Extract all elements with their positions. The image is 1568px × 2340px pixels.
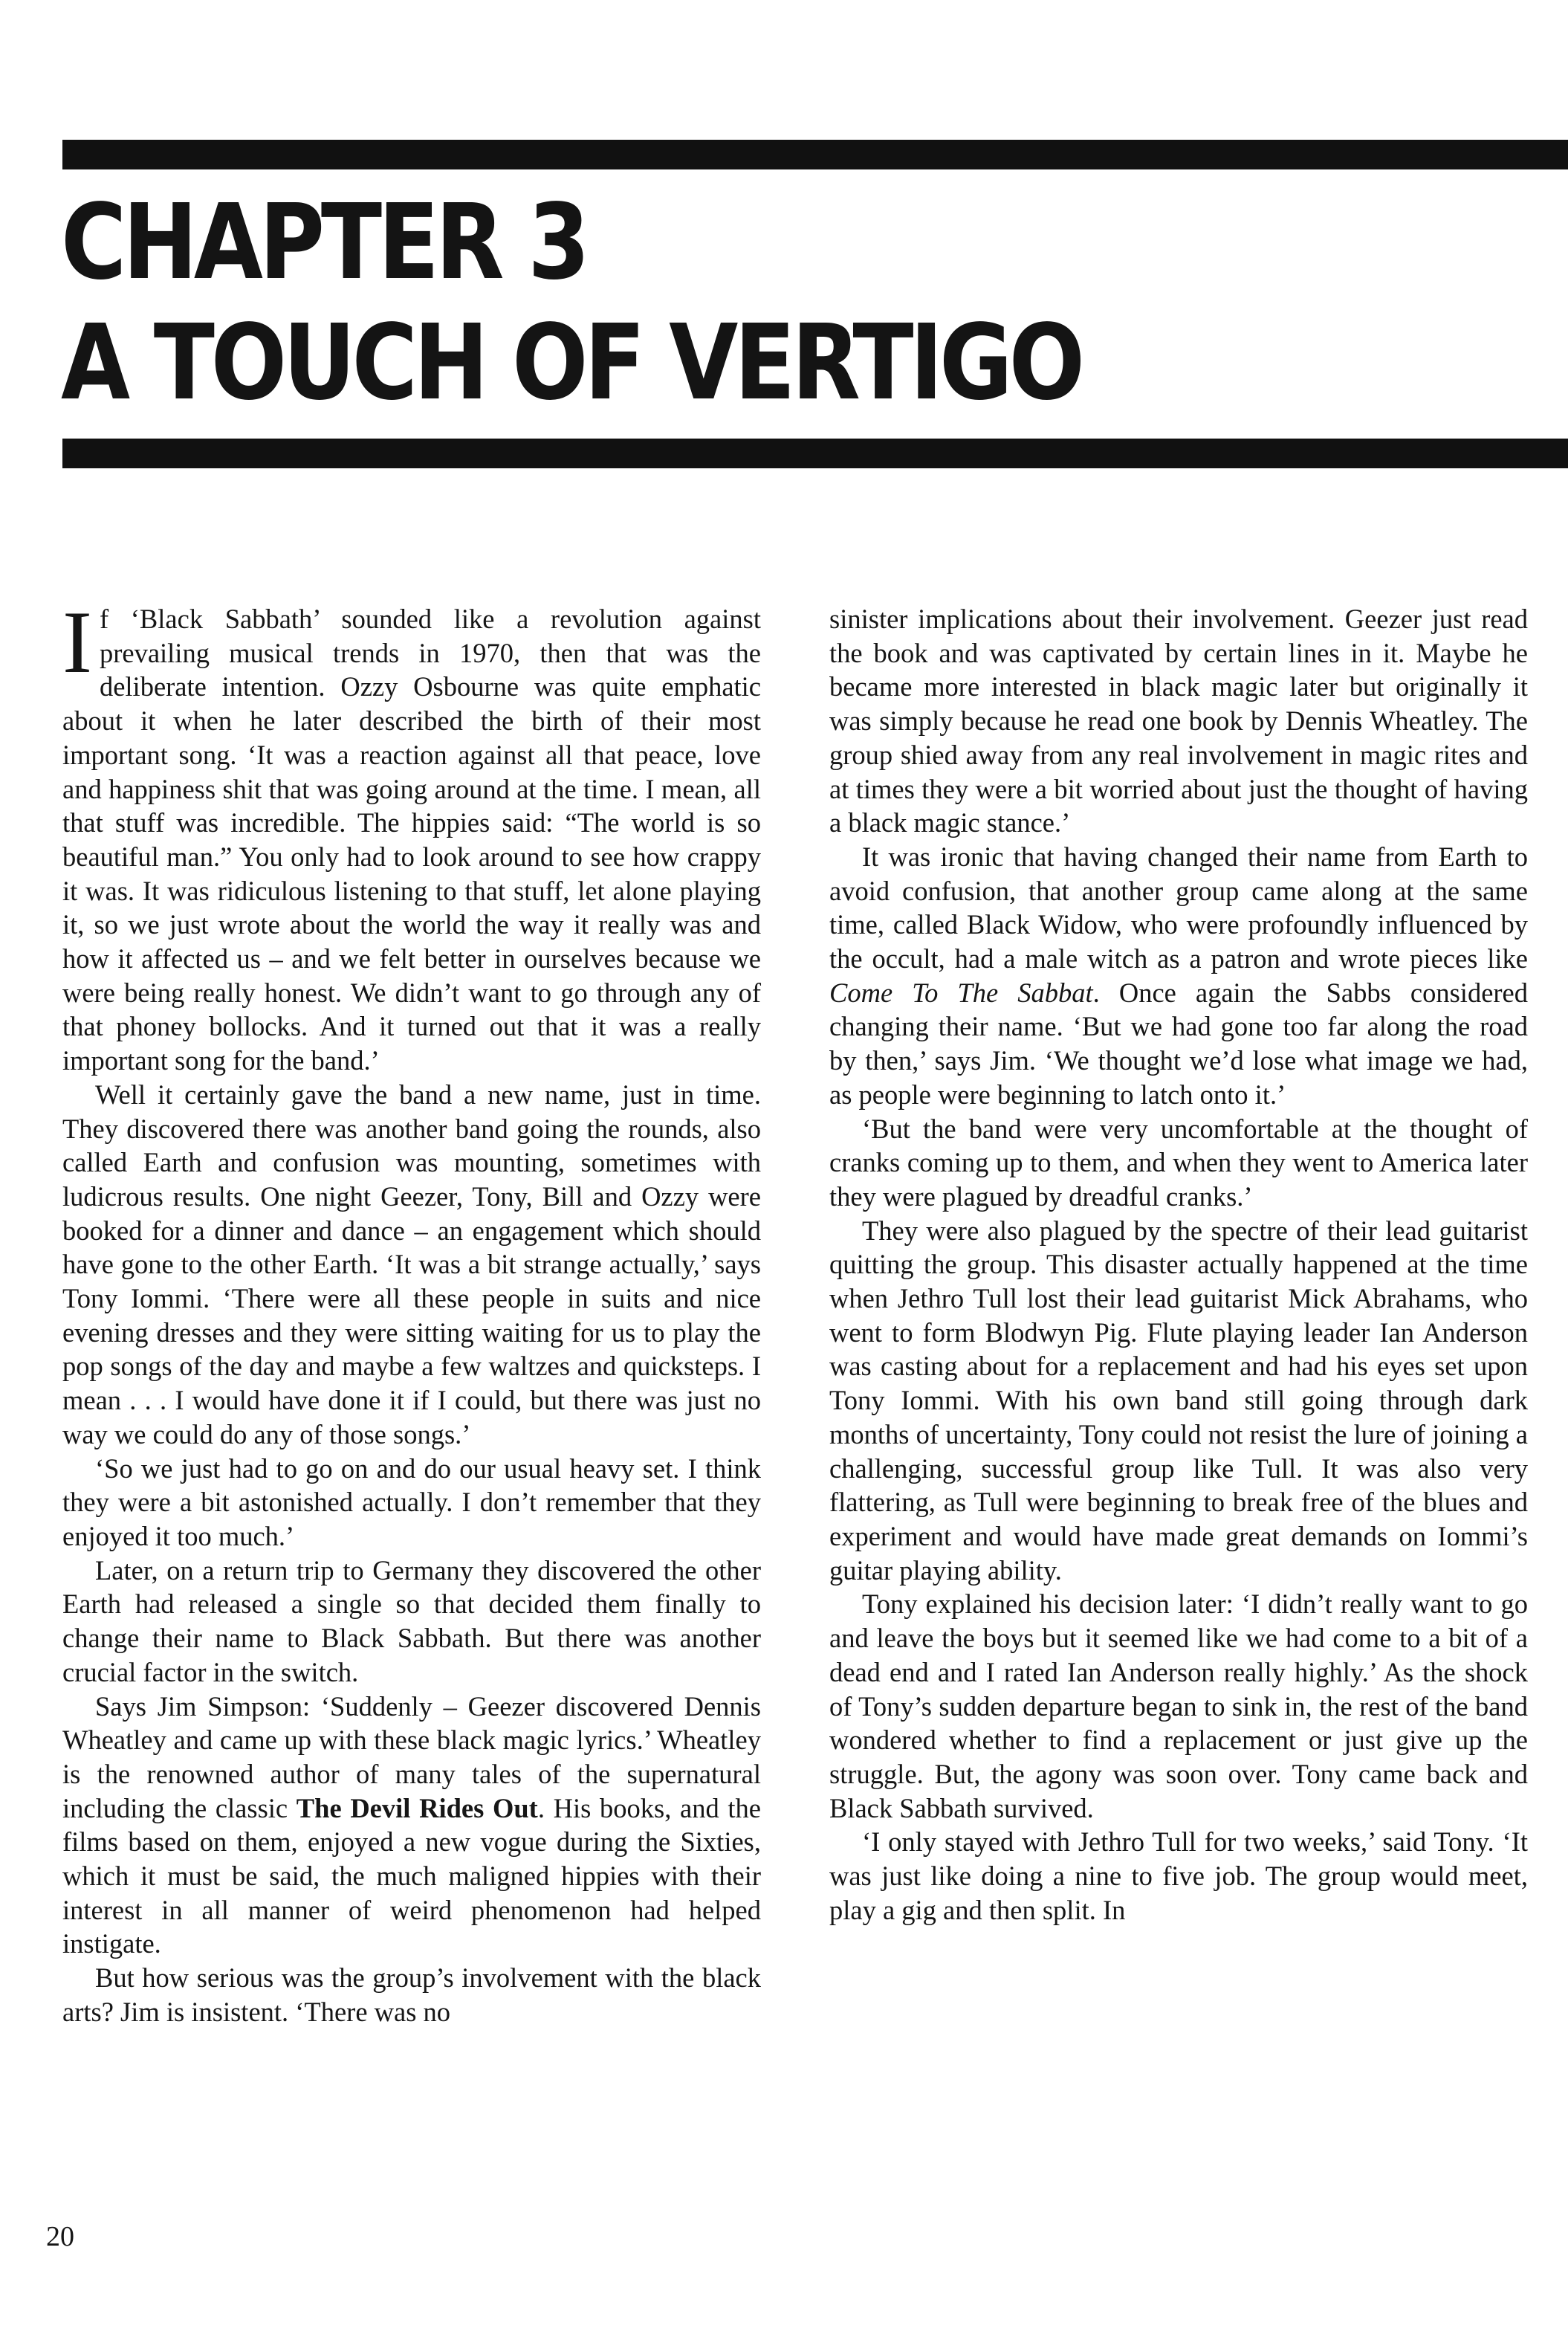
page-number: 20 [46,2221,74,2252]
paragraph [62,1690,761,1962]
chapter-title: A TOUCH OF VERTIGO [61,303,1081,424]
drop-cap: I [62,592,92,691]
paragraph-text: . Once again the Sabbs considered changing their name. ‘But we had gone too far along the road by then,’ says Jim. ‘We thought we’d lose what image we had, as people were beginning to latch onto it.’ [829,977,1528,1110]
paragraph: Later, on a return trip to Germany they discovered the other Earth had released a single so that decided them finally to change their name to Black Sabbath. But there was another crucial factor in the switch. [62,1554,761,1687]
song-title: Come To The Sabbat [829,977,1093,1008]
paragraph-text: . His books, and the films based on them, enjoyed a new vogue during the Sixties, which it must be said, the much maligned hippies with their interest in all manner of weird phenomenon had helped instigate. [62,1792,761,1959]
paragraph: They were also plagued by the spectre of their lead guitarist quitting the group. This disaster actually happened at the time when Jethro Tull lost their lead guitarist Mick Abrahams, who went to form Blodwyn Pig. Flute playing leader Ian Anderson was casting about for a replacement and had his eyes set upon Tony Iommi. With his own band still going through dark months of uncertainty, Tony could not resist the lure of joining a challenging, successful group like Tull. It was also very flattering, as Tull were beginning to break free of the blues and experiment and would have made great demands on Iommi’s guitar playing ability. [829,1215,1528,1586]
paragraph: Well it certainly gave the band a new name, just in time. They discovered there was another band going the rounds, also called Earth and confusion was mounting, sometimes with ludicrous results. One night Geezer, Tony, Bill and Ozzy were booked for a dinner and dance – an engagement which should have gone to the other Earth. ‘It was a bit strange actually,’ says Tony Iommi. ‘There were all these people in suits and nice evening dresses and they were sitting waiting for us to play the pop songs of the day and maybe a few waltzes and quicksteps. I mean . . . I would have done it if I could, but there was just no way we could do any of those songs.’ [62,1079,761,1449]
right-text-column [829,602,1528,1927]
paragraph: ‘I only stayed with Jethro Tull for two weeks,’ said Tony. ‘It was just like doing a nine to five job. The group would meet, play a gig and then split. In [829,1826,1528,1925]
chapter-number: CHAPTER 3 [61,182,586,303]
paragraph [829,840,1528,1112]
bottom-rule [62,439,1568,468]
paragraph: sinister implications about their involvement. Geezer just read the book and was captivated by certain lines in it. Maybe he became more interested in black magic later but originally it was simply because he read one book by Dennis Wheatley. The group shied away from any real involvement in magic rites and at times they were a bit worried about just the thought of having a black magic stance.’ [829,604,1528,838]
paragraph: But how serious was the group’s involvement with the black arts? Jim is insistent. ‘There was no [62,1962,761,2027]
paragraph: ‘So we just had to go on and do our usual heavy set. I think they were a bit astonished actually. I don’t remember that they enjoyed it too much.’ [62,1452,761,1551]
book-title: The Devil Rides Out [296,1792,538,1823]
top-rule [62,140,1568,169]
paragraph [62,592,761,1078]
chapter-heading [61,183,1275,424]
paragraph-text: It was ironic that having changed their name from Earth to avoid confusion, that another group came along at the same time, called Black Widow, who were profoundly influenced by the occult, had a male witch as a patron and wrote pieces like [829,841,1528,975]
paragraph-text: Says Jim Simpson: ‘Suddenly – Geezer discovered Dennis Wheatley and came up with these black magic lyrics.’ Wheatley is the renowned author of many tales of the supernatural including the classic [62,1690,761,1823]
paragraph: Tony explained his decision later: ‘I didn’t really want to go and leave the boys but it seemed like we had come to a bit of a dead end and I rated Ian Anderson really highly.’ As the shock of Tony’s sudden departure began to sink in, the rest of the band wondered whether to find a replacement or just give up the struggle. But, the agony was soon over. Tony came back and Black Sabbath survived. [829,1588,1528,1823]
paragraph-text: f ‘Black Sabbath’ sounded like a revolution against prevailing musical trends in 1970, then that was the deliberate intention. Ozzy Osbourne was quite emphatic about it when he later described the birth of their most important song. ‘It was a reaction against all that peace, love and happiness shit that was going around at the time. I mean, all that stuff was incredible. The hippies said: “The world is so beautiful man.” You only had to look around to see how crappy it was. It was ridiculous listening to that stuff, let alone playing it, so we just wrote about the world the way it really was and how it affected us – and we felt better in ourselves because we were being really honest. We didn’t want to go through any of that phoney bollocks. And it turned out that it was a really important song for the band.’ [62,604,761,1076]
paragraph: ‘But the band were very uncomfortable at the thought of cranks coming up to them, and when they went to America later they were plagued by dreadful cranks.’ [829,1113,1528,1212]
left-text-column [62,592,761,2029]
